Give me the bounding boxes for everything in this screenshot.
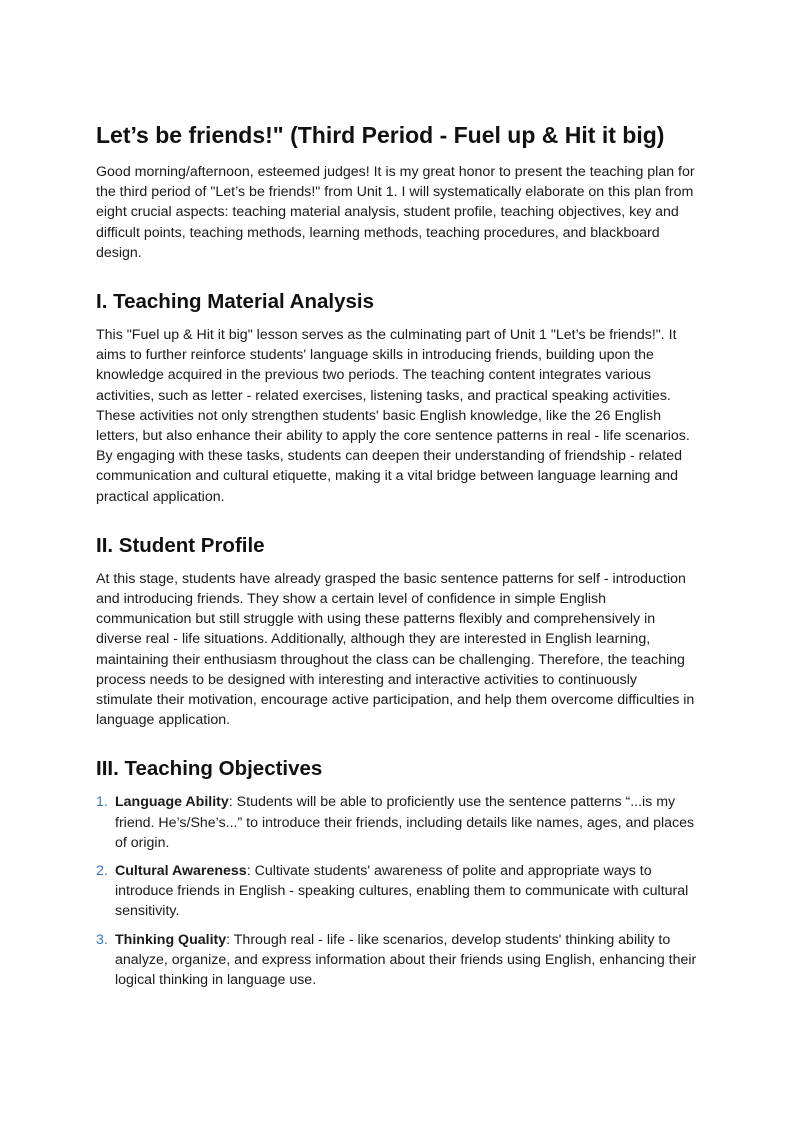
- objective-term: Cultural Awareness: [115, 863, 247, 880]
- section-heading: II. Student Profile: [96, 533, 265, 557]
- list-item: [96, 861, 697, 922]
- section-heading: I. Teaching Material Analysis: [96, 290, 374, 314]
- document-title: Let’s be friends!" (Third Period - Fuel up & Hit it big): [96, 122, 665, 148]
- list-number: 2.: [96, 863, 108, 880]
- section-paragraph: This "Fuel up & Hit it big" lesson serves as the culminating part of Unit 1 "Let’s be friends!". It aims to further reinforce students' language skills in introducing friends, building upon the knowledge acquired in the previous two periods. The teaching content integrates various activities, such as letter - related exercises, listening tasks, and practical speaking activities. These activities not only strengthen students' basic English knowledge, like the 26 English letters, but also enhance their ability to apply the core sentence patterns in real - life scenarios. By engaging with these tasks, students can deepen their understanding of friendship - related communication and cultural etiquette, making it a vital bridge between language learning and practical application.: [96, 327, 690, 505]
- section-heading: III. Teaching Objectives: [96, 757, 323, 781]
- objectives-list: [96, 792, 697, 990]
- list-number: 1.: [96, 794, 108, 811]
- section-student-profile: [96, 533, 697, 731]
- objective-term: Thinking Quality: [115, 931, 227, 948]
- objective-text: : Students will be able to proficiently use the sentence patterns “...is my friend. He’s/She’s...” to introduce their friends, including details like names, ages, and places of origin.: [115, 794, 695, 851]
- objective-text: : Through real - life - like scenarios, develop students' thinking ability to analyze, organize, and express information about their friends using English, enhancing their logical thinking in language use.: [115, 931, 697, 989]
- section-teaching-objectives: [96, 756, 697, 990]
- objective-text: : Cultivate students' awareness of polite and appropriate ways to introduce friends in English - speaking cultures, enabling them to communicate with cultural sensitivity.: [115, 863, 689, 920]
- section-teaching-material-analysis: [96, 289, 697, 507]
- objective-term: Language Ability: [115, 794, 229, 811]
- section-paragraph: At this stage, students have already grasped the basic sentence patterns for self - introduction and introducing friends. They show a certain level of confidence in simple English communication but still struggle with using these patterns flexibly and comprehensively in diverse real - life situations. Additionally, although they are interested in English learning, maintaining their enthusiasm throughout the class can be challenging. Therefore, the teaching process needs to be designed with interesting and interactive activities to continuously stimulate their motivation, encourage active participation, and help them overcome difficulties in language application.: [96, 570, 695, 729]
- list-item: [96, 792, 697, 853]
- intro-paragraph: Good morning/afternoon, esteemed judges! It is my great honor to present the teaching plan for the third period of "Let’s be friends!" from Unit 1. I will systematically elaborate on this plan from eight crucial aspects: teaching material analysis, student profile, teaching objectives, key and difficult points, teaching methods, learning methods, teaching procedures, and blackboard design.: [96, 164, 695, 261]
- list-item: [96, 930, 697, 991]
- list-number: 3.: [96, 931, 108, 948]
